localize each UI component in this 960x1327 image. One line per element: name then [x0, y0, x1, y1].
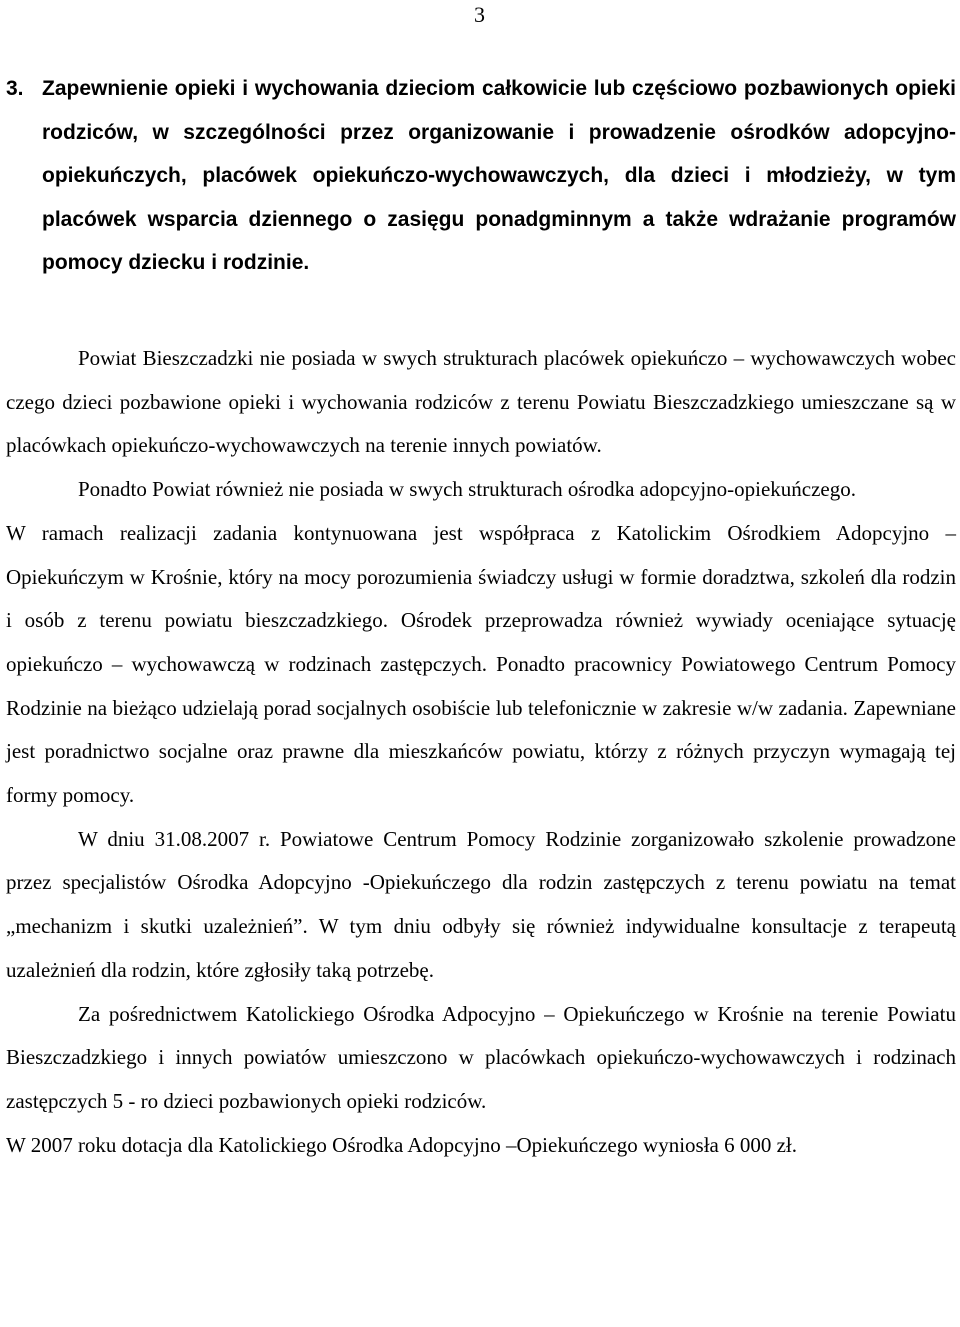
section-number: 3.: [6, 77, 24, 100]
section-heading: [6, 67, 956, 285]
paragraph: Powiat Bieszczadzki nie posiada w swych strukturach placówek opiekuńczo – wychowawczych wobec czego dzieci pozbawione opieki i wychowania rodziców z terenu Powiatu Bieszczadzkiego umieszczane są w placówkach opiekuńczo-wychowawczych na terenie innych powiatów.: [6, 346, 956, 458]
paragraph: Ponadto Powiat również nie posiada w swych strukturach ośrodka adopcyjno-opiekuńczego.: [78, 477, 856, 502]
section-title: Zapewnienie opieki i wychowania dzieciom całkowicie lub częściowo pozbawionych opieki rodziców, w szczególności przez organizowanie i prowadzenie ośrodków adopcyjno-opiekuńczych, placówek opiekuńczo-wychowawczych, dla dzieci i młodzieży, w tym placówek wsparcia dziennego o zasięgu ponadgminnym a także wdrażanie programów pomocy dziecku i rodzinie.: [42, 77, 956, 275]
paragraph: W 2007 roku dotacja dla Katolickiego Ośrodka Adopcyjno –Opiekuńczego wyniosła 6 000 zł.: [6, 1132, 798, 1157]
page-number: 3: [474, 2, 485, 27]
body-text: [6, 337, 956, 1167]
paragraph: W dniu 31.08.2007 r. Powiatowe Centrum Pomocy Rodzinie zorganizowało szkolenie prowadzone przez specjalistów Ośrodka Adopcyjno -Opiekuńczego dla rodzin zastępczych z terenu powiatu na temat „mechanizm i skutki uzależnień”. W tym dniu odbyły się również indywidualne konsultacje z terapeutą uzależnień dla rodzin, które zgłosiły taką potrzebę.: [6, 826, 956, 982]
paragraph: W ramach realizacji zadania kontynuowana jest współpraca z Katolickim Ośrodkiem Adopcyjno – Opiekuńczym w Krośnie, który na mocy porozumienia świadczy usługi w formie doradztwa, szkoleń dla rodzin i osób z terenu powiatu bieszczadzkiego. Ośrodek przeprowadza również wywiady oceniające sytuację opiekuńczo – wychowawczą w rodzinach zastępczych. Ponadto pracownicy Powiatowego Centrum Pomocy Rodzinie na bieżąco udzielają porad socjalnych osobiście lub telefonicznie w zakresie w/w zadania. Zapewniane jest poradnictwo socjalne oraz prawne dla mieszkańców powiatu, którzy z różnych przyczyn wymagają tej formy pomocy.: [6, 520, 956, 808]
paragraph: Za pośrednictwem Katolickiego Ośrodka Adpocyjno – Opiekuńczego w Krośnie na terenie Powiatu Bieszczadzkiego i innych powiatów umieszczono w placówkach opiekuńczo-wychowawczych i rodzinach zastępczych 5 - ro dzieci pozbawionych opieki rodziców.: [6, 1001, 956, 1113]
